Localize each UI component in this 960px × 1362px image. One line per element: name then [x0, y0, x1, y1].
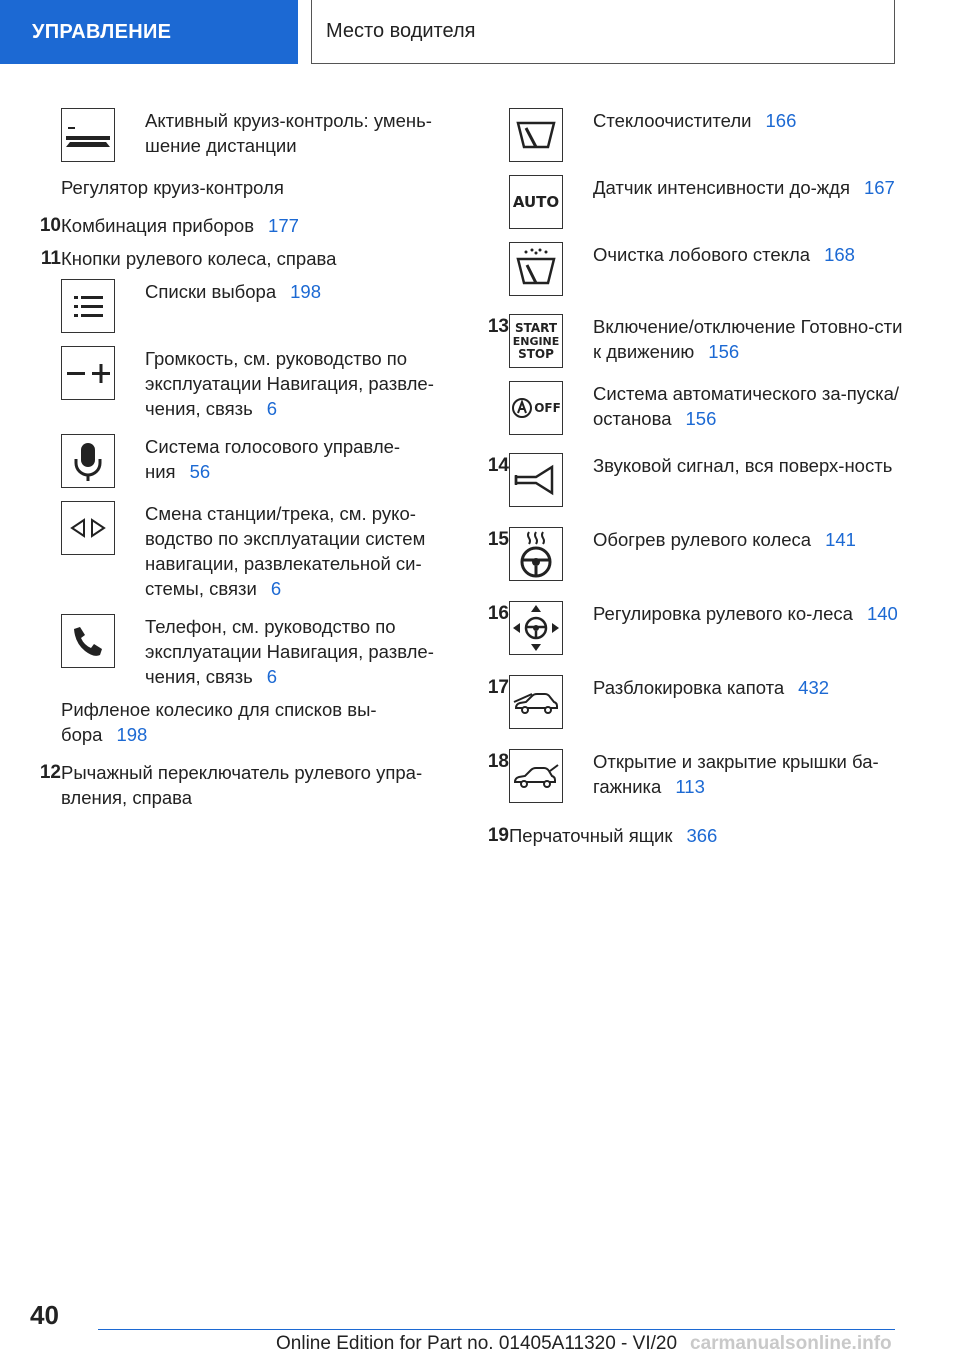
- page-link[interactable]: 6: [270, 578, 282, 599]
- station-track-icon: [61, 501, 115, 555]
- entry-text: Стеклоочистители: [593, 110, 752, 131]
- chapter-title: Место водителя: [311, 0, 895, 64]
- phone-icon: [61, 614, 115, 668]
- entry-item-18: [474, 749, 914, 803]
- page-link[interactable]: 6: [266, 398, 278, 419]
- steering-wheel-heating-icon: [509, 527, 563, 581]
- item-number: 16: [487, 603, 509, 624]
- entry-text: Обогрев рулевого колеса: [593, 529, 812, 550]
- item-number: 15: [487, 529, 509, 550]
- volume-minus-plus-icon: [61, 346, 115, 400]
- page-link[interactable]: 156: [685, 408, 717, 429]
- entry-lists: [26, 279, 456, 333]
- entry-text: Система голосового управле-ния: [145, 436, 401, 482]
- page-link[interactable]: 432: [798, 677, 830, 698]
- page-link[interactable]: 177: [268, 215, 299, 236]
- entry-text: Датчик интенсивности до-ждя: [593, 177, 850, 198]
- entry-text: Смена станции/трека, см. руко-водство по эксплуатации систем навигации, развлекательной си-стемы, связи: [145, 503, 426, 599]
- entry-item-13: [474, 314, 914, 368]
- item-number: 14: [487, 455, 509, 476]
- page-link[interactable]: 156: [708, 341, 740, 362]
- page-link[interactable]: 113: [675, 776, 705, 797]
- entry-item-15: [474, 527, 914, 581]
- page-link[interactable]: 141: [825, 529, 856, 550]
- entry-text: Включение/отключение Готовно-сти к движению: [593, 316, 903, 362]
- entry-text: Комбинация приборов: [61, 215, 255, 236]
- item-number: 12: [39, 762, 61, 783]
- entry-knurled-wheel: [26, 697, 456, 747]
- entry-text: Кнопки рулевого колеса, справа: [61, 248, 337, 269]
- entry-voice: [26, 434, 456, 488]
- entry-text: Разблокировка капота: [593, 677, 785, 698]
- entry-text: Списки выбора: [145, 281, 277, 302]
- item-number: 18: [487, 751, 509, 772]
- entry-cruise-decrease: [26, 108, 456, 162]
- watermark: carmanualsonline.info: [690, 1333, 892, 1354]
- item-number: 13: [487, 316, 509, 337]
- section-tab: УПРАВЛЕНИЕ: [0, 0, 298, 64]
- entry-item-12: [26, 760, 456, 810]
- entry-text: Активный круиз-контроль: умень-шение дистанции: [145, 110, 432, 156]
- left-column: [26, 108, 456, 823]
- entry-text: Звуковой сигнал, вся поверх-ность: [593, 455, 893, 476]
- start-engine-stop-icon: START ENGINE STOP: [509, 314, 563, 368]
- entry-item-11: [26, 246, 456, 271]
- item-number: 10: [39, 215, 61, 236]
- horn-icon: [509, 453, 563, 507]
- page-link[interactable]: 56: [189, 461, 211, 482]
- entry-text: Громкость, см. руководство по эксплуатации Навигация, развле-чения, связь: [145, 348, 434, 419]
- footer-edition: Online Edition for Part no. 01405A11320 - VI/20: [276, 1333, 678, 1354]
- page-link[interactable]: 166: [765, 110, 797, 131]
- entry-rain-sensor: [474, 175, 914, 229]
- entry-text: Перчаточный ящик: [509, 825, 673, 846]
- auto-rain-sensor-icon: AUTO: [509, 175, 563, 229]
- footer-divider: [98, 1329, 895, 1330]
- entry-text: Рифленое колесико для списков вы-бора: [61, 699, 377, 745]
- windshield-washer-icon: [509, 242, 563, 296]
- item-number: 17: [487, 677, 509, 698]
- voice-control-icon: [61, 434, 115, 488]
- entry-auto-start-stop: [474, 381, 914, 435]
- cruise-distance-icon: [61, 108, 115, 162]
- entry-text: Телефон, см. руководство по эксплуатации Навигация, развле-чения, связь: [145, 616, 434, 687]
- entry-phone: [26, 614, 456, 689]
- page-link[interactable]: 198: [116, 724, 148, 745]
- page-link[interactable]: 6: [266, 666, 278, 687]
- entry-cruise-regulator: [26, 175, 456, 200]
- page-link[interactable]: 168: [824, 244, 855, 265]
- page-link[interactable]: 366: [686, 825, 718, 846]
- entry-washer: [474, 242, 914, 296]
- tailgate-icon: [509, 749, 563, 803]
- entry-text: Регулировка рулевого ко-леса: [593, 603, 853, 624]
- entry-item-16: [474, 601, 914, 655]
- entry-text: Система автоматического за-пуска/останова: [593, 383, 900, 429]
- entry-text: Очистка лобового стекла: [593, 244, 811, 265]
- entry-volume: [26, 346, 456, 421]
- page-link[interactable]: 167: [863, 177, 895, 198]
- entry-item-10: [26, 213, 456, 238]
- entry-text: Открытие и закрытие крышки ба-гажника: [593, 751, 879, 797]
- item-number: 19: [487, 825, 509, 846]
- steering-wheel-adjust-icon: [509, 601, 563, 655]
- list-icon: [61, 279, 115, 333]
- entry-station: [26, 501, 456, 601]
- wiper-icon: [509, 108, 563, 162]
- page-link[interactable]: 140: [866, 603, 898, 624]
- item-number: 11: [40, 248, 61, 269]
- entry-item-19: [474, 823, 914, 848]
- page-number: 40: [30, 1300, 59, 1330]
- hood-release-icon: [509, 675, 563, 729]
- entry-text: Регулятор круиз-контроля: [61, 177, 284, 198]
- entry-item-17: [474, 675, 914, 729]
- entry-item-14: [474, 453, 914, 507]
- page-link[interactable]: 198: [290, 281, 321, 302]
- entry-text: Рычажный переключатель рулевого упра-вления, справа: [61, 762, 423, 808]
- auto-start-stop-off-icon: OFF: [509, 381, 563, 435]
- entry-wipers: [474, 108, 914, 162]
- right-column: [474, 108, 914, 861]
